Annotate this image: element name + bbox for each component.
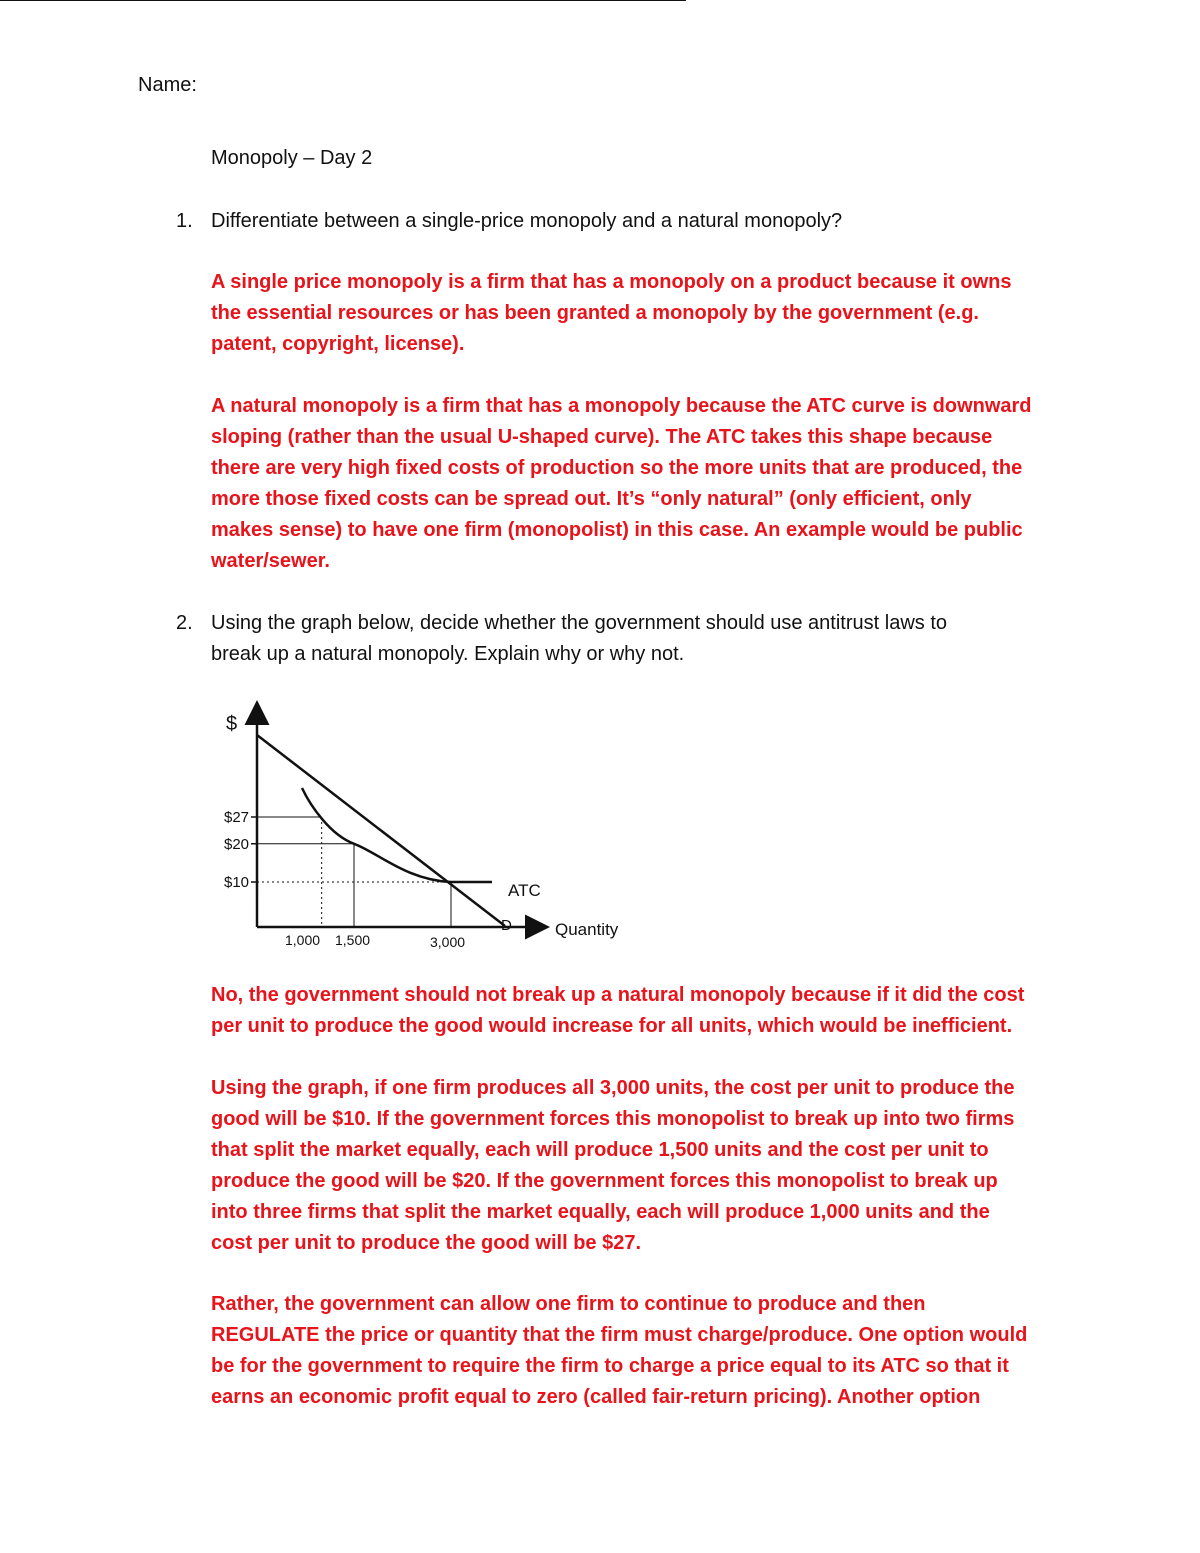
y-tick-label: $27 <box>224 809 250 826</box>
x-tick-label: 1,500 <box>335 932 371 948</box>
answer-line: good will be $10. If the government forces this monopolist to break up into two firms <box>211 1108 1015 1130</box>
answer-line: be for the government to require the firm to charge a price equal to its ATC so that it <box>211 1355 1009 1377</box>
answer-line: that split the market equally, each will produce 1,500 units and the cost per unit to <box>211 1139 989 1161</box>
answer-line: makes sense) to have one firm (monopolist) in this case. An example would be public <box>211 519 1023 541</box>
answer-line: Rather, the government can allow one firm to continue to produce and then <box>211 1293 926 1315</box>
answer-line: No, the government should not break up a natural monopoly because if it did the cost <box>211 984 1025 1006</box>
series-label-atc: ATC <box>508 881 541 900</box>
question-2-text: break up a natural monopoly. Explain why or why not. <box>211 643 685 665</box>
question-number-2: 2. <box>176 612 193 634</box>
answer-line: the essential resources or has been granted a monopoly by the government (e.g. <box>211 302 979 324</box>
answer-line: patent, copyright, license). <box>211 333 465 355</box>
question-number-1: 1. <box>176 210 193 232</box>
y-axis-label: $ <box>226 713 238 735</box>
answer-line: Using the graph, if one firm produces all 3,000 units, the cost per unit to produce the <box>211 1077 1015 1099</box>
page-title: Monopoly – Day 2 <box>211 147 373 169</box>
atc-curve <box>302 788 492 882</box>
natural-monopoly-chart <box>200 690 660 960</box>
answer-line: earns an economic profit equal to zero (called fair-return pricing). Another option <box>211 1386 981 1408</box>
y-tick-label: $20 <box>224 835 250 853</box>
demand-line <box>257 735 505 926</box>
answer-line: there are very high fixed costs of production so the more units that are produced, the <box>211 457 1023 479</box>
answer-line: A natural monopoly is a firm that has a monopoly because the ATC curve is downward <box>211 395 1032 417</box>
answer-line: sloping (rather than the usual U-shaped curve). The ATC takes this shape because <box>211 426 993 448</box>
answer-line: more those fixed costs can be spread out. It’s “only natural” (only efficient, only <box>211 488 972 510</box>
x-tick-label: 1,000 <box>285 932 321 948</box>
series-label-d: D <box>501 917 512 934</box>
name-label: Name: <box>138 74 197 96</box>
answer-line: per unit to produce the good would increase for all units, which would be inefficient. <box>211 1015 1013 1037</box>
x-axis-label: Quantity <box>555 920 619 939</box>
x-tick-label: 3,000 <box>430 934 466 950</box>
answer-line: into three firms that split the market equally, each will produce 1,000 units and the <box>211 1201 990 1223</box>
question-1-text: Differentiate between a single-price monopoly and a natural monopoly? <box>211 210 843 232</box>
name-underline <box>0 0 686 1</box>
y-tick-label: $10 <box>224 874 250 891</box>
answer-line: water/sewer. <box>211 550 330 572</box>
answer-line: produce the good will be $20. If the government forces this monopolist to break up <box>211 1170 998 1192</box>
answer-line: REGULATE the price or quantity that the firm must charge/produce. One option would <box>211 1324 1028 1346</box>
question-2-text: Using the graph below, decide whether the government should use antitrust laws to <box>211 612 947 634</box>
answer-line: cost per unit to produce the good will be $27. <box>211 1232 642 1254</box>
answer-line: A single price monopoly is a firm that has a monopoly on a product because it owns <box>211 271 1012 293</box>
